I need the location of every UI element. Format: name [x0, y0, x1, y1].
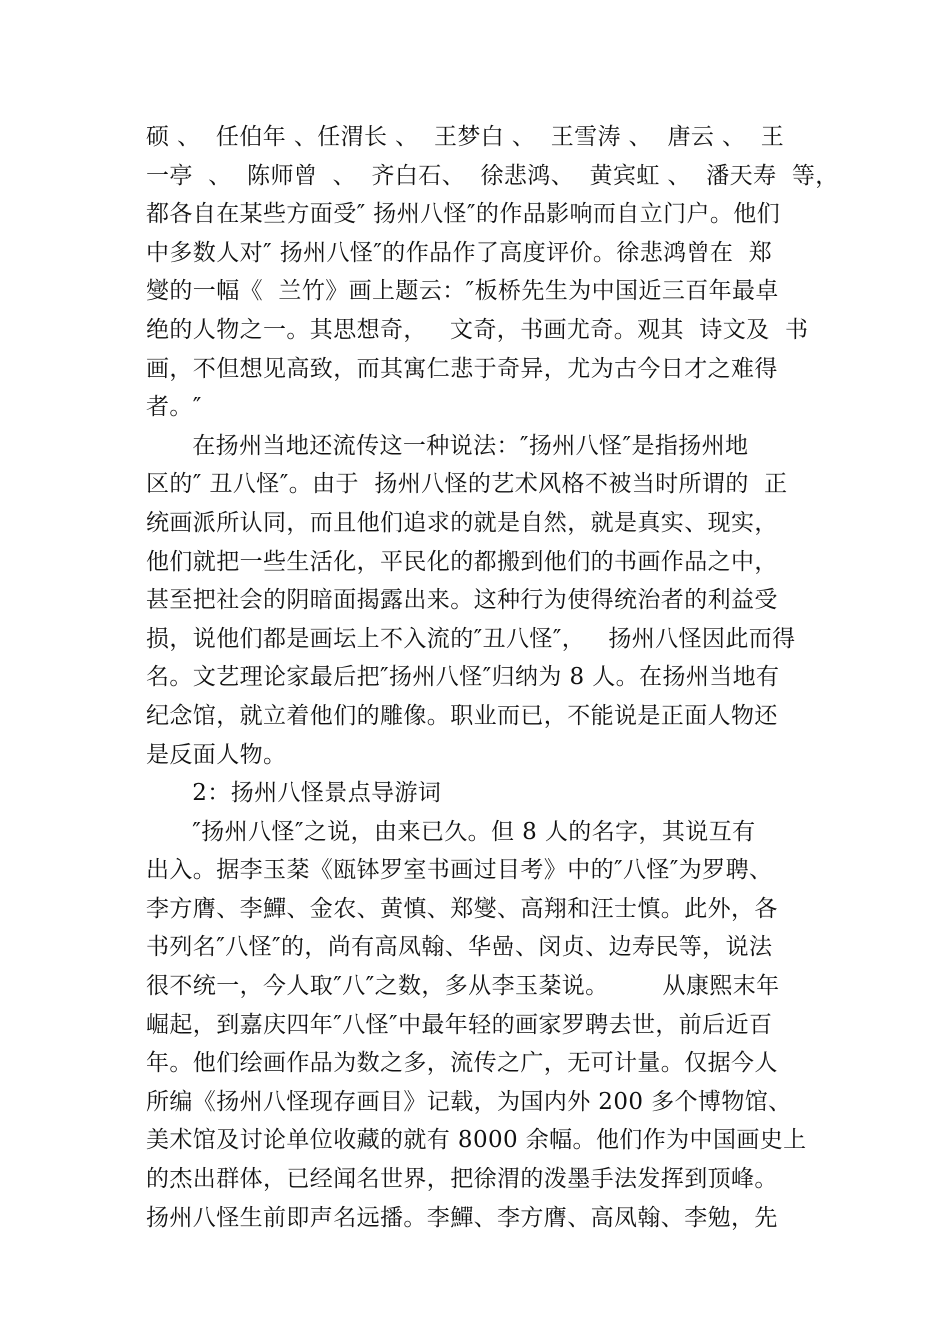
- text-line: 崛起，到嘉庆四年″八怪″中最年轻的画家罗聘去世，前后近百: [146, 1011, 773, 1038]
- text-line: 是反面人物。: [146, 741, 287, 768]
- text-line: 绝的人物之一。其思想奇， 文奇，书画尤奇。观其 诗文及 书: [146, 316, 809, 343]
- text-line: 书列名″八怪″的，尚有高凤翰、华喦、闵贞、边寿民等，说法: [146, 934, 773, 961]
- text-line: 都各自在某些方面受″ 扬州八怪″的作品影响而自立门户。他们: [146, 201, 781, 228]
- text-line: 画，不但想见高致，而其寓仁悲于奇异，尤为古今日才之难得: [146, 355, 778, 382]
- text-line: 在扬州当地还流传这一种说法：″扬州八怪″是指扬州地: [146, 432, 749, 459]
- text-line: 中多数人对″ 扬州八怪″的作品作了高度评价。徐悲鸿曾在 郑: [146, 239, 773, 266]
- text-line: 损，说他们都是画坛上不入流的″丑八怪″， 扬州八怪因此而得: [146, 625, 796, 652]
- text-line: 他们就把一些生活化，平民化的都搬到他们的书画作品之中，: [146, 548, 778, 575]
- text-line: 扬州八怪生前即声名远播。李鱓、李方膺、高凤翰、李勉，先: [146, 1204, 778, 1231]
- text-line: 李方膺、李鱓、金农、黄慎、郑燮、高翔和汪士慎。此外，各: [146, 895, 778, 922]
- text-line: ″扬州八怪″之说，由来已久。但 8 人的名字，其说互有: [146, 818, 756, 845]
- text-line: 很不统一，今人取″八″之数，多从李玉棻说。 从康熙末年: [146, 973, 780, 1000]
- text-line: 美术馆及讨论单位收藏的就有 8000 余幅。他们作为中国画史上: [146, 1127, 807, 1154]
- text-line: 区的″ 丑八怪″。由于 扬州八怪的艺术风格不被当时所谓的 正: [146, 471, 788, 498]
- text-line: 硕 、 任伯年 、任渭长 、 王梦白 、 王雪涛 、 唐云 、 王: [146, 124, 785, 150]
- text-line: 甚至把社会的阴暗面揭露出来。这种行为使得统治者的利益受: [146, 587, 778, 614]
- text-line: 年。他们绘画作品为数之多，流传之广，无可计量。仅据今人: [146, 1050, 778, 1077]
- text-line: 名。文艺理论家最后把″扬州八怪″归纳为 8 人。在扬州当地有: [146, 664, 780, 691]
- section-heading: 2：扬州八怪景点导游词: [146, 780, 442, 807]
- text-line: 的杰出群体，已经闻名世界，把徐渭的泼墨手法发挥到顶峰。: [146, 1166, 778, 1193]
- body-text: [146, 118, 839, 1237]
- text-line: 统画派所认同，而且他们追求的就是自然，就是真实、现实，: [146, 509, 778, 536]
- text-line: 所编《扬州八怪现存画目》记载，为国内外 200 多个博物馆、: [146, 1088, 792, 1115]
- text-line: 纪念馆，就立着他们的雕像。职业而已，不能说是正面人物还: [146, 702, 778, 729]
- text-line: 燮的一幅《 兰竹》画上题云：″板桥先生为中国近三百年最卓: [146, 278, 779, 305]
- text-line: 一亭 、 陈师曾 、 齐白石、 徐悲鸿、 黄宾虹 、 潘天寿 等，: [146, 162, 839, 189]
- text-line: 出入。据李玉棻《瓯钵罗室书画过目考》中的″八怪″为罗聘、: [146, 857, 773, 884]
- text-line: 者。″: [146, 394, 202, 421]
